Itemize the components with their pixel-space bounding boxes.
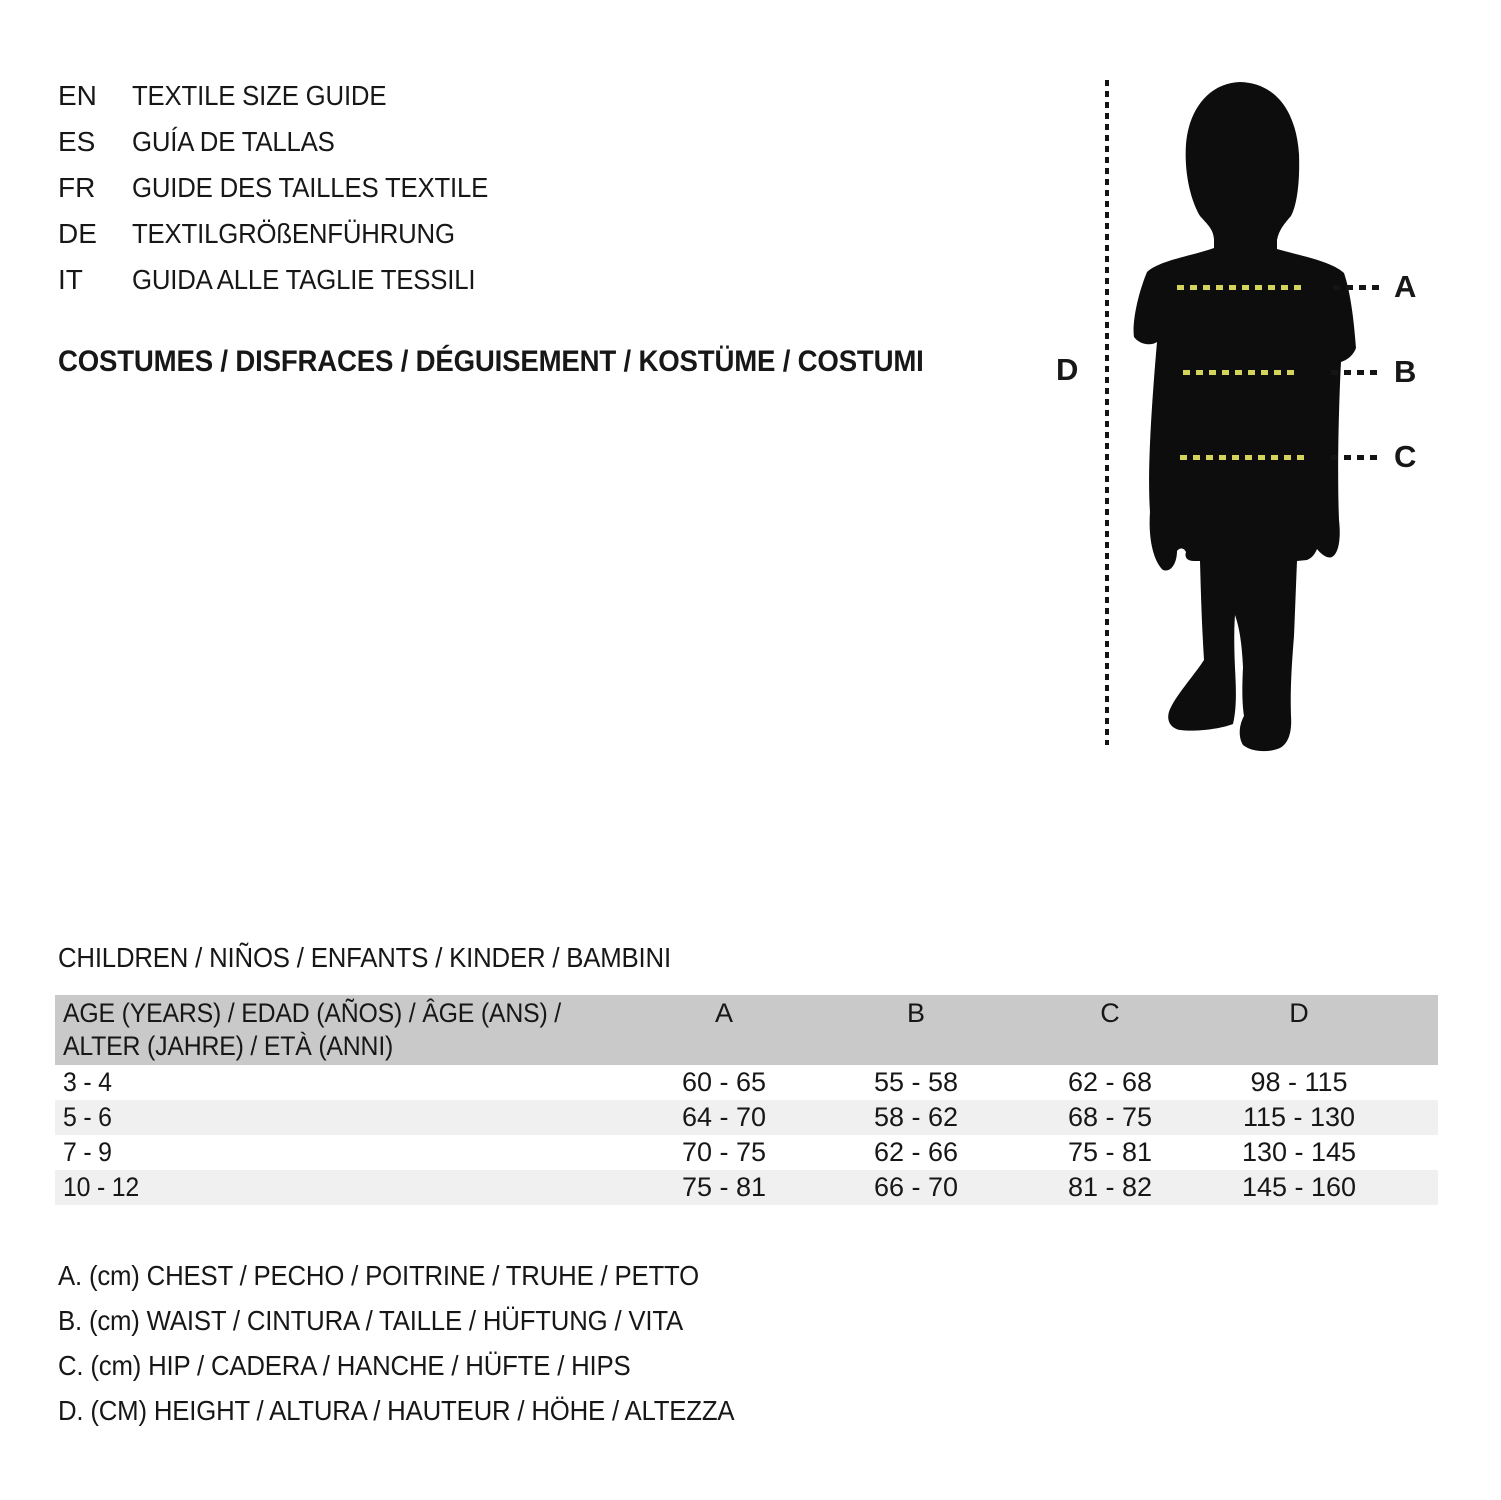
language-code: DE [58,218,97,249]
age-header-line1: AGE (YEARS) / EDAD (AÑOS) / ÂGE (ANS) / [63,998,561,1028]
column-header-b: B [906,998,926,1028]
chest-cell: 64 - 70 [681,1102,767,1132]
guide-title-fr: GUIDE DES TAILLES TEXTILE [132,172,489,203]
guide-title-en: TEXTILE SIZE GUIDE [132,80,387,111]
waist-connector-dash [1331,370,1383,375]
height-cell: 98 - 115 [1250,1067,1348,1097]
waist-cell: 58 - 62 [873,1102,959,1132]
waist-cell: 55 - 58 [873,1067,959,1097]
table-row [55,1065,1438,1100]
legend-chest: A. (cm) CHEST / PECHO / POITRINE / TRUHE / PETTO [58,1259,699,1291]
column-header-d: D [1289,998,1309,1028]
age-cell: 5 - 6 [63,1102,112,1132]
age-cell: 7 - 9 [63,1137,112,1167]
language-row-de [58,211,519,257]
legend-height: D. (CM) HEIGHT / ALTURA / HAUTEUR / HÖHE / ALTEZZA [58,1394,735,1426]
height-measure-dashed-line [1105,80,1109,745]
hip-label: C [1394,439,1417,474]
legend-waist: B. (cm) WAIST / CINTURA / TAILLE / HÜFTUNG / VITA [58,1304,684,1336]
hip-cell: 75 - 81 [1067,1137,1153,1167]
table-title: CHILDREN / NIÑOS / ENFANTS / KINDER / BAMBINI [58,942,671,973]
table-row [55,1170,1438,1205]
hip-cell: 62 - 68 [1067,1067,1153,1097]
guide-title-es: GUÍA DE TALLAS [132,126,335,157]
size-table [55,995,1438,1205]
age-header-line2: ALTER (JAHRE) / ETÀ (ANNI) [63,1031,394,1061]
height-cell: 115 - 130 [1242,1102,1356,1132]
guide-title-it: GUIDA ALLE TAGLIE TESSILI [132,264,476,295]
chest-measure-dash [1177,285,1304,290]
chest-label: A [1394,269,1417,304]
table-row [55,1100,1438,1135]
age-column-header [63,997,561,1063]
hip-cell: 68 - 75 [1067,1102,1153,1132]
waist-label: B [1394,354,1417,389]
age-cell: 10 - 12 [63,1172,140,1202]
hip-cell: 81 - 82 [1067,1172,1153,1202]
height-cell: 130 - 145 [1241,1137,1357,1167]
chest-connector-dash [1333,285,1383,290]
column-header-a: A [714,998,734,1028]
language-code: FR [58,172,96,203]
language-title-list [58,73,519,303]
chest-cell: 75 - 81 [681,1172,767,1202]
language-code: IT [58,264,83,295]
measurement-legend [58,1253,793,1433]
table-row [55,1135,1438,1170]
column-header-c: C [1100,998,1120,1028]
waist-measure-dash [1183,370,1297,375]
legend-hip: C. (cm) HIP / CADERA / HANCHE / HÜFTE / HIPS [58,1349,631,1381]
language-code: EN [58,80,97,111]
hip-measure-dash [1180,455,1306,460]
waist-cell: 66 - 70 [873,1172,959,1202]
height-cell: 145 - 160 [1241,1172,1357,1202]
language-row-it [58,257,519,303]
guide-title-de: TEXTILGRÖßENFÜHRUNG [132,218,455,249]
chest-cell: 60 - 65 [681,1067,767,1097]
language-code: ES [58,126,96,157]
language-row-en [58,73,519,119]
child-silhouette [1100,70,1400,760]
age-cell: 3 - 4 [63,1067,112,1097]
table-header-row [55,995,1438,1065]
category-line: COSTUMES / DISFRACES / DÉGUISEMENT / KOSTÜME / COSTUMI [58,345,924,378]
language-row-es [58,119,519,165]
language-row-fr [58,165,519,211]
height-label: D [1056,352,1079,387]
chest-cell: 70 - 75 [681,1137,767,1167]
waist-cell: 62 - 66 [873,1137,959,1167]
hip-connector-dash [1331,455,1383,460]
